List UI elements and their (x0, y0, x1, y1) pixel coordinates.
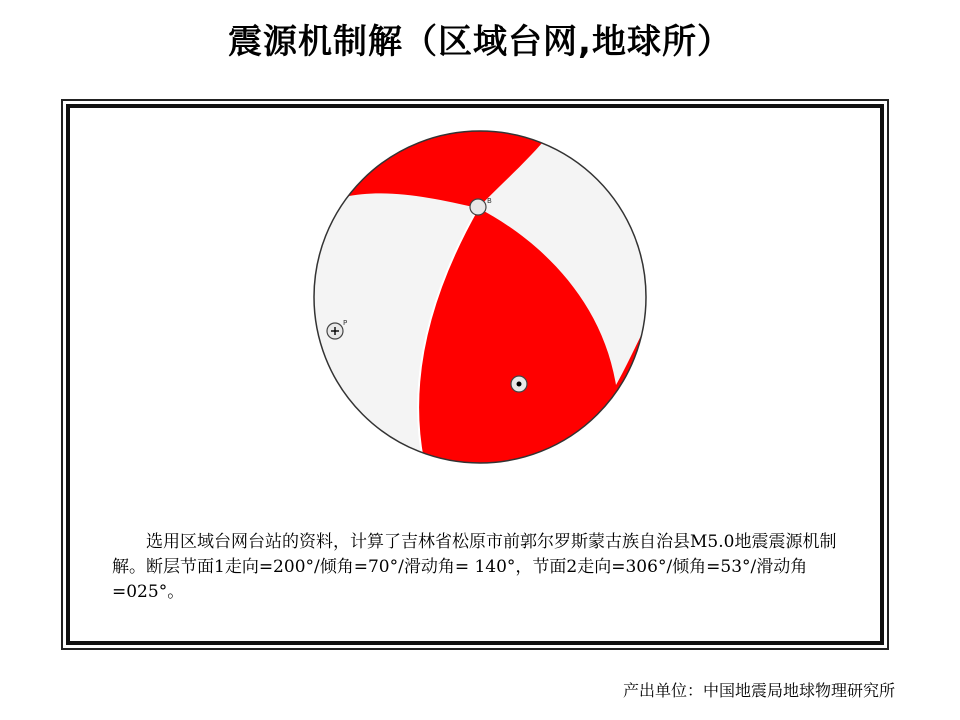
mechanism-description: 选用区域台网台站的资料，计算了吉林省松原市前郭尔罗斯蒙古族自治县M5.0地震震源机制解。断层节面1走向=200°/倾角=70°/滑动角= 140°，节面2走向=306°/倾角=53°/滑动角=025°。 (112, 532, 837, 602)
t-axis-label: T (528, 372, 533, 380)
p-axis-label: P (343, 319, 348, 327)
b-axis-label: B (487, 197, 492, 205)
focal-mechanism-beachball (300, 120, 660, 480)
producer-credit: 产出单位：中国地震局地球物理研究所 (622, 681, 895, 700)
page-title: 震源机制解（区域台网,地球所） (228, 22, 732, 62)
